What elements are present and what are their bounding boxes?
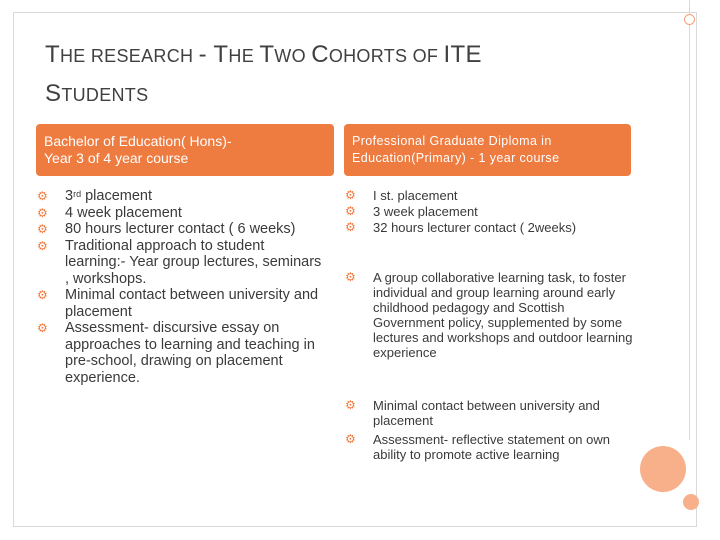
right-bullet-list-2 (345, 270, 635, 361)
title-fragment: OHORTS OF (328, 46, 444, 66)
decorative-circle-small (683, 494, 699, 510)
right-column-header (344, 124, 631, 176)
left-bullet-list (37, 188, 327, 386)
right-bullet-list-4 (345, 432, 635, 463)
left-column-header (36, 124, 334, 176)
title-line-1 (45, 41, 482, 68)
slide-title (45, 36, 645, 114)
title-fragment: C (311, 41, 329, 68)
list-item: ⚙ 3 week placement (345, 204, 635, 219)
decorative-line (689, 0, 690, 440)
list-item: ⚙ Minimal contact between university and placement (345, 398, 635, 428)
title-fragment: TUDENTS (61, 85, 149, 105)
title-fragment: S (45, 80, 62, 107)
right-header-line-2: Education(Primary) - 1 year course (352, 151, 560, 165)
title-fragment: WO (274, 46, 312, 66)
list-item: ⚙ 4 week placement (37, 205, 327, 222)
list-item: ⚙ Minimal contact between university and placement (37, 287, 327, 320)
list-item: ⚙ 3rd placement (37, 188, 327, 205)
title-fragment: T (259, 41, 275, 68)
title-fragment: HE (228, 46, 260, 66)
list-item: ⚙ 32 hours lecturer contact ( 2weeks) (345, 220, 635, 235)
right-bullet-list-1 (345, 188, 635, 236)
title-fragment: T (45, 41, 60, 68)
title-fragment: HE RESEARCH (59, 46, 199, 66)
title-fragment: - T (198, 41, 229, 68)
decorative-circle-outline (684, 14, 695, 25)
list-item: ⚙ Traditional approach to student learning:- Year group lectures, seminars , workshops. (37, 238, 327, 288)
left-header-line-2: Year 3 of 4 year course (44, 150, 189, 166)
list-item: ⚙ Assessment- reflective statement on own ability to promote active learning (345, 432, 635, 462)
left-header-line-1: Bachelor of Education( Hons)- (44, 133, 232, 149)
list-item: ⚙ A group collaborative learning task, to foster individual and group learning around early childhood pedagogy and Scottish Government policy, supplemented by some lectures and workshops and outdoor learning experience (345, 270, 635, 360)
title-line-2 (45, 80, 148, 107)
right-bullet-list-3 (345, 398, 635, 429)
right-header-line-1: Professional Graduate Diploma in (352, 134, 552, 148)
decorative-circle-large (640, 446, 686, 492)
list-item: ⚙ 80 hours lecturer contact ( 6 weeks) (37, 221, 327, 238)
title-fragment: ITE (443, 41, 482, 68)
list-item: ⚙ I st. placement (345, 188, 635, 203)
list-item: ⚙ Assessment- discursive essay on approaches to learning and teaching in pre-school, drawing on placement experience. (37, 320, 327, 386)
